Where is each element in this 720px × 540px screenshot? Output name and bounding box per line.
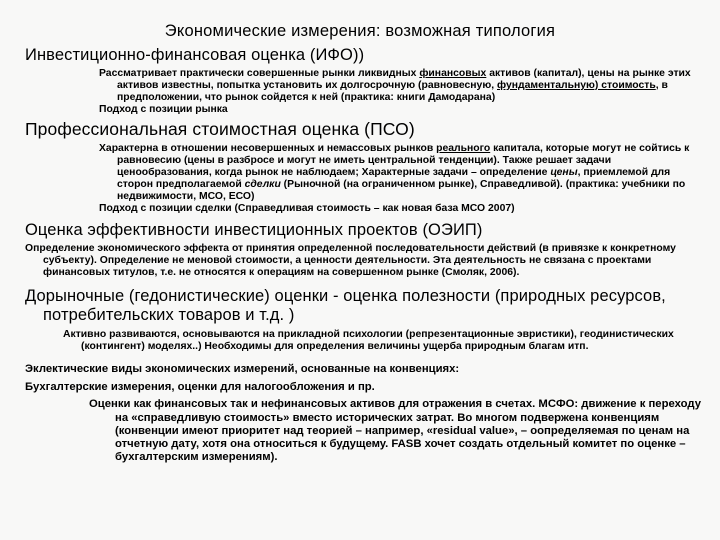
pso-text-price: цены <box>550 167 578 178</box>
ifo-text-financial: финансовых <box>419 68 487 79</box>
hedonic-heading: Дорыночные (гедонистические) оценки - оценка полезности (природных ресурсов, потребительских товаров и т.д. ) <box>25 287 666 324</box>
accounting-description: Оценки как финансовых так и нефинансовых активов для отражения в счетах. МСФО: движение к переходу на «справедливую стоимость» вместо исторических затрат. Во многом подвержена конвенциям (конвенции имеют приоритет над теорией – например, «residual value», – оопределяемая по ценам на отчетную дату, хотя она относиться к будущему. FASB хочет создать отдельный комитет по оценке – бухгалтерским измерениям). <box>89 398 701 464</box>
ifo-text-c: , в предположении, что рынок сойдется к ней (практика: книги Дамодарана) <box>117 80 668 103</box>
slide-content <box>25 46 705 464</box>
pso-text-a: Характерна в отношении несовершенных и немассовых рынков <box>99 143 437 154</box>
accounting-heading: Бухгалтерские измерения, оценки для налогообложения и пр. <box>25 381 375 394</box>
oeip-heading: Оценка эффективности инвестиционных проектов (ОЭИП) <box>25 221 483 239</box>
eclectic-heading: Эклектические виды экономических измерений, основанные на конвенциях: <box>25 363 460 375</box>
oeip-description: Определение экономического эффекта от принятия определенной последовательности действий (в привязке к конкретному субъекту). Определение не меновой стоимости, а ценности деятельности. Эта деятельность не связана с проектами финансовых титулов, т.е. не относятся к операциям на совершенном рынке (Смоляк, 2006). <box>25 243 676 278</box>
ifo-text-a: Рассматривает практически совершенные рынки ликвидных <box>99 68 420 79</box>
pso-text-real: реального <box>436 143 491 154</box>
ifo-text-b: активов (капитал), цены на рынке этих активов известны, попытка установить их долгосрочную (равновесную, <box>117 68 691 91</box>
ifo-text-fundamental: фундаментальную) стоимость <box>497 80 656 91</box>
slide-title: Экономические измерения: возможная типология <box>164 22 556 40</box>
ifo-approach: Подход с позиции рынка <box>99 104 228 115</box>
ifo-heading: Инвестиционно-финансовая оценка (ИФО)) <box>25 46 365 64</box>
pso-description <box>99 143 705 203</box>
hedonic-description: Активно развиваются, основываются на прикладной психологии (репрезентационные эвристики), геодинистических (контингент) моделях..) Необходимы для определения величины ущерба природным благам итп. <box>63 329 674 352</box>
pso-heading: Профессиональная стоимостная оценка (ПСО) <box>25 119 415 139</box>
pso-text-deal: сделки <box>244 179 281 190</box>
pso-text-d: (Рыночной (на ограниченном рынке), Справедливой). (практика: учебники по недвижимости, МСО, ЕСО) <box>117 179 686 202</box>
pso-approach: Подход с позиции сделки (Справедливая стоимость – как новая база МСО 2007) <box>99 203 515 214</box>
pso-text-c: , приемлемой для сторон предполагаемой <box>117 167 671 190</box>
ifo-description <box>99 68 705 104</box>
pso-text-b: капитала, которые могут не сойтись к равновесию (цены в разбросе и могут не иметь центральной тенденции). Также решает задачи ценообразования, когда рынок не наблюдаем; Характерные задачи – определение <box>117 143 690 178</box>
